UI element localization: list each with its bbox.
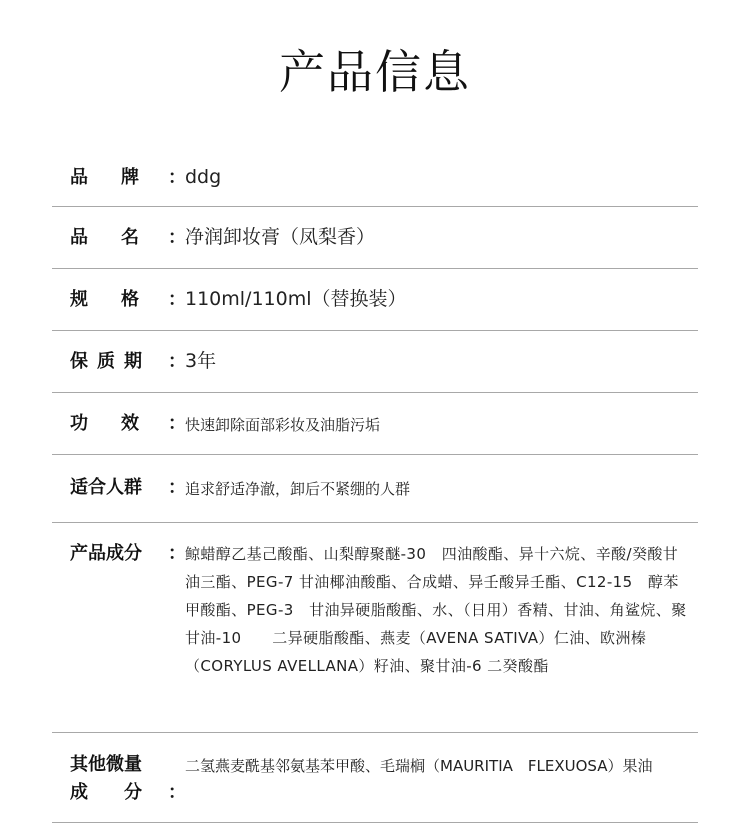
row-colon: ： <box>168 289 186 310</box>
row-colon: ： <box>168 477 186 498</box>
row-value: 二氢燕麦酰基邻氨基苯甲酸、毛瑞榈（MAURITIA FLEXUOSA）果油 <box>185 757 653 775</box>
divider <box>52 330 698 331</box>
row-label: 品名 <box>70 227 172 248</box>
divider <box>52 822 698 823</box>
divider <box>52 206 698 207</box>
row-colon: ： <box>168 167 186 188</box>
row-value: 净润卸妆膏（凤梨香） <box>185 226 376 248</box>
row-label-line-1: 其他微量 <box>70 754 142 775</box>
row-value: 追求舒适净澈，卸后不紧绷的人群 <box>185 480 411 498</box>
row-value: ddg <box>185 166 222 188</box>
divider <box>52 522 698 523</box>
row-colon: ： <box>168 227 186 248</box>
row-label: 产品成分 <box>70 543 142 564</box>
row-colon: ： <box>168 782 186 803</box>
page-title: 产品信息 <box>279 45 471 99</box>
row-value: 110ml/110ml（替换装） <box>185 288 407 310</box>
divider <box>52 268 698 269</box>
row-colon: ： <box>168 351 186 372</box>
row-label <box>70 752 170 806</box>
divider <box>52 392 698 393</box>
row-label: 功效 <box>70 413 172 434</box>
row-label: 保质期 <box>70 351 151 372</box>
row-value: 鲸蜡醇乙基己酸酯、山梨醇聚醚-30 四油酸酯、异十六烷、辛酸/癸酸甘油三酯、PEG-7 甘油椰油酸酯、合成蜡、异壬酸异壬酯、C12-15 醇苯甲酸酯、PEG-3 甘油异硬脂酸酯、水、（日用）香精、甘油、角鲨烷、聚甘油-10 二异硬脂酸酯、燕麦（AVENA SATIVA）仁油、欧洲榛（CORYLUS AVELLANA）籽油、聚甘油-6 二癸酸酯 <box>185 545 687 675</box>
row-label: 适合人群 <box>70 477 142 498</box>
row-value: 3年 <box>185 350 217 372</box>
divider <box>52 454 698 455</box>
row-label: 规格 <box>70 289 172 310</box>
divider <box>52 732 698 733</box>
row-colon: ： <box>168 413 186 434</box>
row-value: 快速卸除面部彩妆及油脂污垢 <box>185 416 381 434</box>
row-colon: ： <box>168 543 186 564</box>
row-label-line-2: 成 分 <box>70 782 142 803</box>
row-label: 品牌 <box>70 167 172 188</box>
